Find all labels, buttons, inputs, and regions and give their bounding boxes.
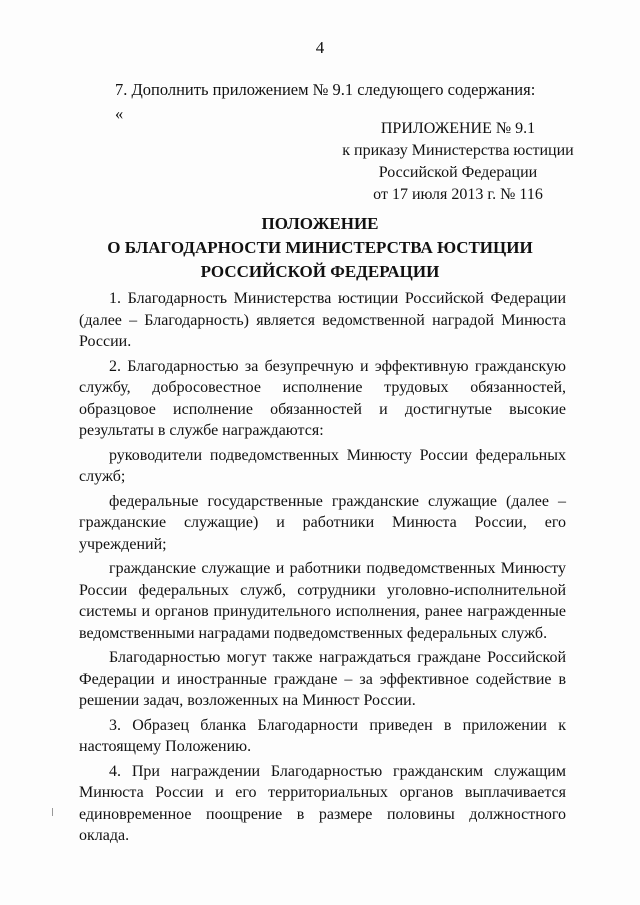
title-line-2: О БЛАГОДАРНОСТИ МИНИСТЕРСТВА ЮСТИЦИИ bbox=[107, 238, 533, 257]
paragraph-2-addendum: Благодарностью могут также награждаться граждане Российской Федерации и иностранные граждане – за эффективное содействие в решении задач, возложенных на Минюст России. bbox=[79, 649, 566, 709]
paragraph-2-item-1: руководители подведомственных Минюсту России федеральных служб; bbox=[79, 446, 566, 485]
paragraph-3: 3. Образец бланка Благодарности приведен в приложении к настоящему Положению. bbox=[79, 716, 566, 755]
appendix-order-ref: к приказу Министерства юстиции bbox=[342, 142, 574, 159]
paragraph-2-item-3: гражданские служащие и работники подведомственных Минюсту России федеральных служб, сотрудники уголовно-исполнительной системы и органов принудительного исполнения, ранее награжденные ведомственными наградами подведомственных федеральных служб. bbox=[79, 560, 566, 642]
paragraph-2-item-2: федеральные государственные гражданские служащие (далее – гражданские служащие) и работники Минюста России, его учреждений; bbox=[79, 492, 566, 553]
appendix-federation: Российской Федерации bbox=[378, 164, 538, 181]
amendment-intro: 7. Дополнить приложением № 9.1 следующего содержания: bbox=[115, 80, 536, 99]
scan-artifact bbox=[52, 808, 53, 816]
appendix-number: ПРИЛОЖЕНИЕ № 9.1 bbox=[380, 120, 536, 137]
appendix-header bbox=[338, 118, 578, 206]
paragraph-4: 4. При награждении Благодарностью гражданским служащим Минюста России и его территориальных органов выплачивается единовременное поощрение в размере половины должностного оклада. bbox=[79, 762, 566, 844]
page-number: 4 bbox=[315, 38, 325, 57]
document-title bbox=[0, 212, 640, 284]
paragraph-1: 1. Благодарность Министерства юстиции Российской Федерации (далее – Благодарность) является ведомственной наградой Минюста России. bbox=[79, 290, 566, 350]
opening-quote: « bbox=[115, 104, 124, 123]
title-line-1: ПОЛОЖЕНИЕ bbox=[261, 214, 379, 233]
paragraph-2: 2. Благодарностью за безупречную и эффективную гражданскую службу, добросовестное исполнение трудовых обязанностей, образцовое исполнение обязанностей и достигнутые высокие результаты в службе награждаются: bbox=[79, 357, 566, 439]
title-line-3: РОССИЙСКОЙ ФЕДЕРАЦИИ bbox=[200, 262, 440, 281]
regulation-body bbox=[79, 288, 566, 850]
appendix-date: от 17 июля 2013 г. № 116 bbox=[373, 186, 543, 203]
